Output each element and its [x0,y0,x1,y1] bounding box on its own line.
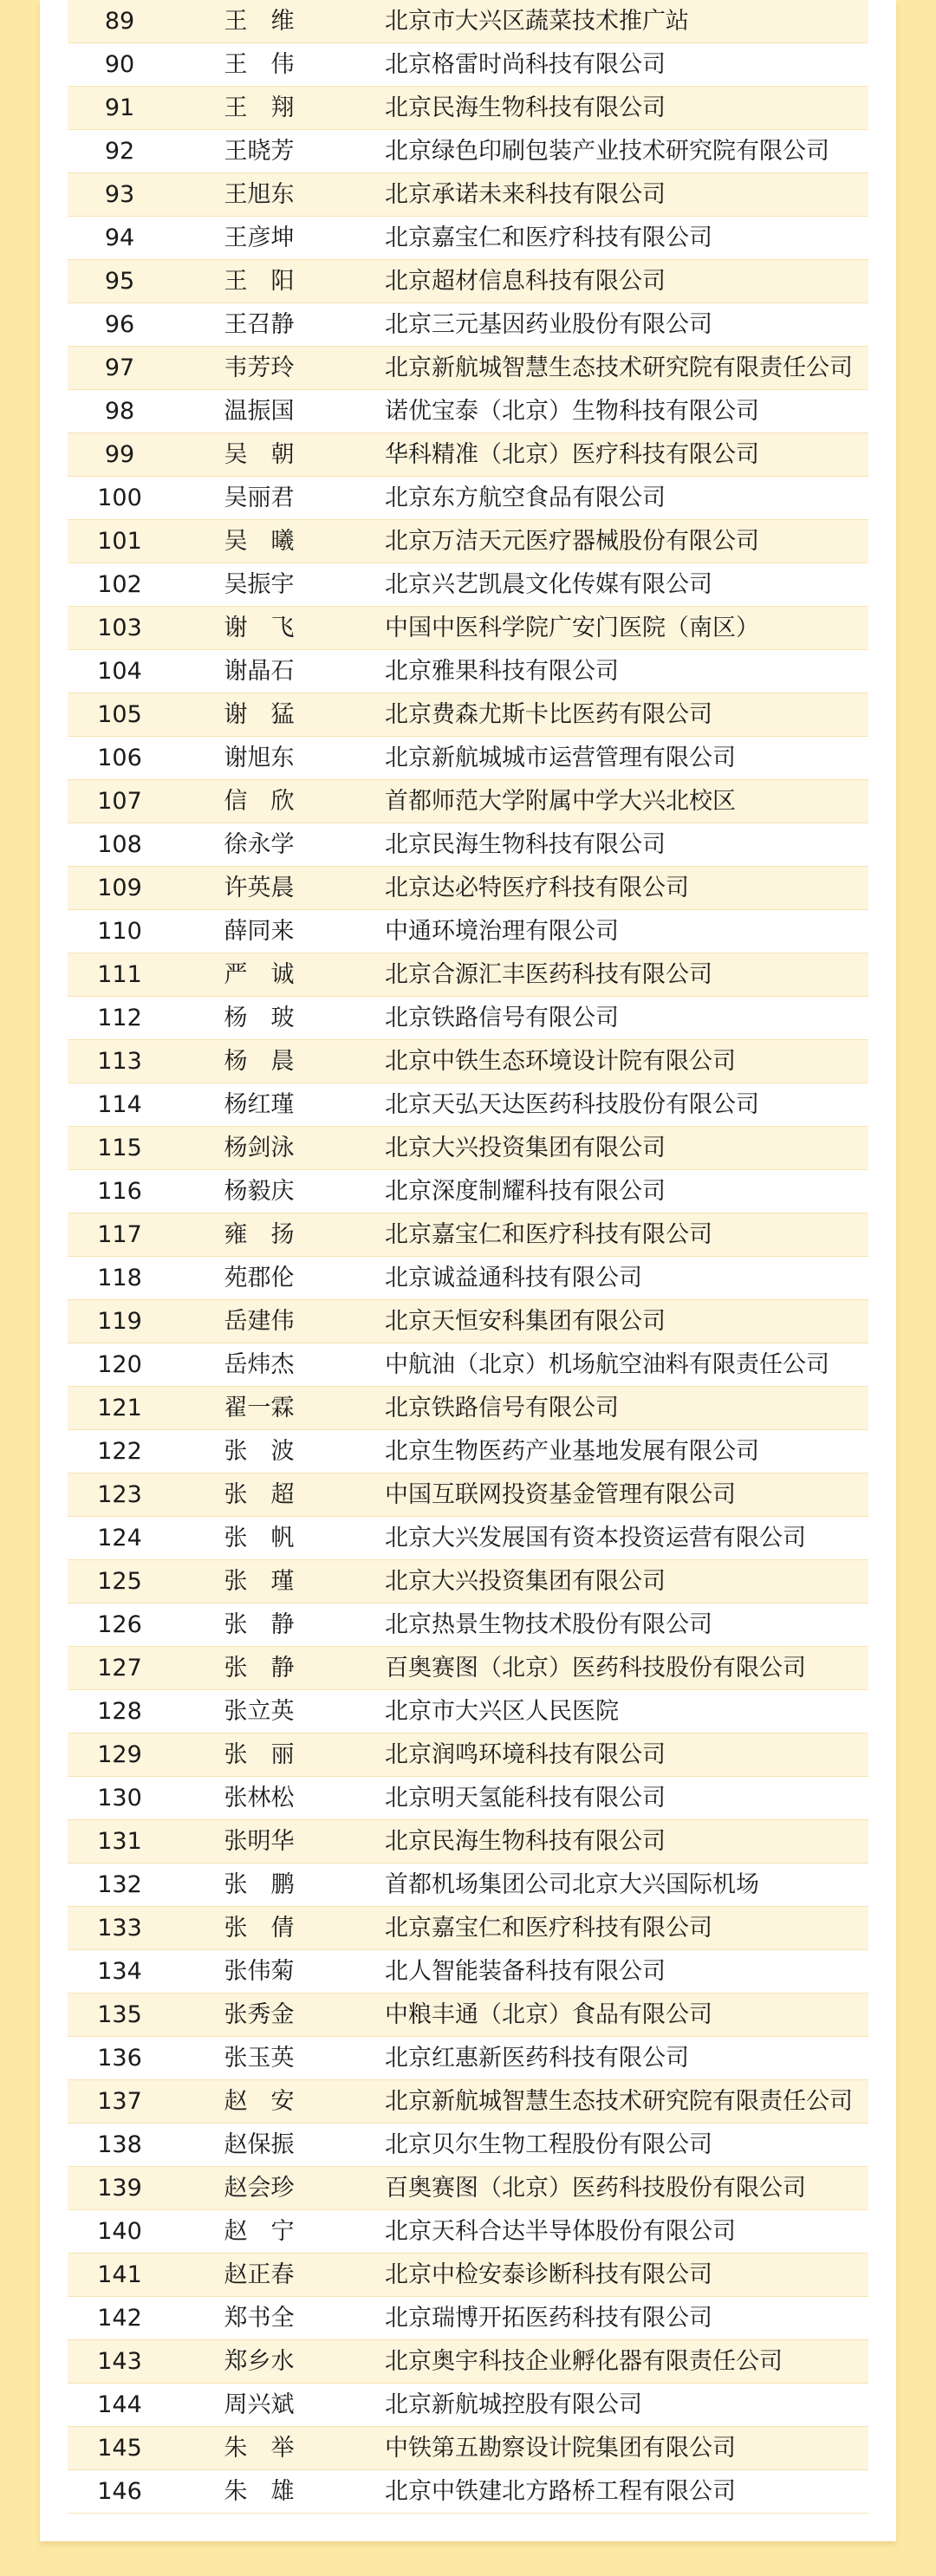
table-row [68,1907,868,1950]
table-row [68,2167,868,2210]
table-row [68,43,868,87]
table-row [68,2340,868,2384]
organization-name: 北京合源汇丰医药科技有限公司 [385,961,712,988]
row-number: 90 [104,51,135,78]
person-name: 赵正春 [224,2261,295,2288]
person-name: 信 欣 [224,788,295,815]
row-number: 144 [97,2391,142,2418]
person-name: 岳建伟 [224,1308,295,1335]
row-number: 113 [97,1048,142,1075]
person-name: 杨 玻 [224,1005,295,1031]
table-row [68,1430,868,1473]
table-row [68,1690,868,1734]
person-name: 张 丽 [224,1741,295,1768]
table-row [68,2124,868,2167]
person-name: 杨剑泳 [224,1135,295,1161]
organization-name: 北京雅果科技有限公司 [385,658,619,685]
row-number: 118 [97,1265,142,1291]
row-number: 94 [104,224,135,251]
row-number: 129 [97,1741,142,1768]
organization-name: 北京费森尤斯卡比医药有限公司 [385,701,712,728]
table-row [68,953,868,997]
organization-name: 北京热景生物技术股份有限公司 [385,1611,712,1638]
table-row [68,2297,868,2340]
table-row [68,1950,868,1994]
organization-name: 百奥赛图（北京）医药科技股份有限公司 [385,1655,806,1682]
row-number: 116 [97,1178,142,1205]
table-row [68,1517,868,1560]
row-number: 92 [104,138,135,165]
organization-name: 北京天科合达半导体股份有限公司 [385,2218,736,2245]
row-number: 97 [104,355,135,381]
row-number: 141 [97,2261,142,2288]
person-name: 张明华 [224,1828,295,1855]
organization-name: 北京红惠新医药科技有限公司 [385,2045,689,2072]
person-name: 岳炜杰 [224,1351,295,1378]
row-number: 143 [97,2348,142,2375]
organization-name: 北京万洁天元医疗器械股份有限公司 [385,528,759,555]
table-row [68,650,868,693]
organization-name: 北京嘉宝仁和医疗科技有限公司 [385,1221,712,1248]
person-name: 杨红瑾 [224,1091,295,1118]
organization-name: 北京中铁建北方路桥工程有限公司 [385,2478,736,2505]
row-number: 133 [97,1915,142,1942]
person-name: 杨毅庆 [224,1178,295,1205]
row-number: 99 [104,441,135,468]
organization-name: 北京达必特医疗科技有限公司 [385,875,689,901]
organization-name: 首都师范大学附属中学大兴北校区 [385,788,736,815]
table-row [68,217,868,260]
organization-name: 中航油（北京）机场航空油料有限责任公司 [385,1351,829,1378]
table-row [68,1734,868,1777]
organization-name: 北京瑞博开拓医药科技有限公司 [385,2305,712,2332]
person-name: 赵 安 [224,2088,295,2115]
person-name: 张立英 [224,1698,295,1725]
person-name: 郑书全 [224,2305,295,2332]
person-name: 吴丽君 [224,485,295,511]
person-name: 韦芳玲 [224,355,295,381]
table-row [68,1647,868,1690]
row-number: 95 [104,268,135,295]
organization-name: 北京明天氢能科技有限公司 [385,1785,666,1812]
organization-name: 中国互联网投资基金管理有限公司 [385,1481,736,1508]
person-name: 杨 晨 [224,1048,295,1075]
row-number: 120 [97,1351,142,1378]
row-number: 89 [104,8,135,35]
person-name: 薛同来 [224,918,295,945]
table-row [68,347,868,390]
person-name: 翟一霖 [224,1395,295,1421]
organization-name: 北京承诺未来科技有限公司 [385,181,666,208]
table-row [68,1864,868,1907]
person-name: 吴振宇 [224,571,295,598]
row-number: 128 [97,1698,142,1725]
organization-name: 北京三元基因药业股份有限公司 [385,311,712,338]
table-row [68,2384,868,2427]
row-number: 96 [104,311,135,338]
row-number: 109 [97,875,142,901]
table-row [68,87,868,130]
organization-name: 北京新航城城市运营管理有限公司 [385,745,736,771]
row-number: 139 [97,2175,142,2202]
organization-name: 北京大兴发展国有资本投资运营有限公司 [385,1525,806,1551]
organization-name: 北京中铁生态环境设计院有限公司 [385,1048,736,1075]
person-name: 徐永学 [224,831,295,858]
table-row [68,1343,868,1387]
row-number: 138 [97,2131,142,2158]
table-row [68,1170,868,1213]
table-row [68,130,868,173]
table-row [68,2210,868,2254]
person-name: 张 波 [224,1438,295,1465]
row-number: 98 [104,398,135,425]
person-name: 雍 扬 [224,1221,295,1248]
table-row [68,1994,868,2037]
row-number: 91 [104,94,135,121]
organization-name: 北京新航城智慧生态技术研究院有限责任公司 [385,2088,853,2115]
person-name: 吴 曦 [224,528,295,555]
organization-name: 中通环境治理有限公司 [385,918,619,945]
organization-name: 北京生物医药产业基地发展有限公司 [385,1438,759,1465]
row-number: 130 [97,1785,142,1812]
row-number: 145 [97,2435,142,2462]
row-number: 102 [97,571,142,598]
organization-name: 北京市大兴区蔬菜技术推广站 [385,8,689,35]
table-row [68,1300,868,1343]
table-row [68,910,868,953]
organization-name: 北京民海生物科技有限公司 [385,94,666,121]
organization-name: 北京铁路信号有限公司 [385,1395,619,1421]
row-number: 115 [97,1135,142,1161]
organization-name: 北京奥宇科技企业孵化器有限责任公司 [385,2348,783,2375]
organization-name: 北京东方航空食品有限公司 [385,485,666,511]
organization-name: 北京格雷时尚科技有限公司 [385,51,666,78]
organization-name: 北京超材信息科技有限公司 [385,268,666,295]
row-number: 134 [97,1958,142,1985]
row-number: 111 [97,961,142,988]
row-number: 140 [97,2218,142,2245]
row-number: 106 [97,745,142,771]
honor-roll-table [68,0,868,2514]
table-row [68,1083,868,1127]
person-name: 张 帆 [224,1525,295,1551]
row-number: 107 [97,788,142,815]
person-name: 张 静 [224,1611,295,1638]
table-row [68,0,868,43]
row-number: 132 [97,1871,142,1898]
table-row [68,997,868,1040]
organization-name: 北京嘉宝仁和医疗科技有限公司 [385,224,712,251]
row-number: 127 [97,1655,142,1682]
table-row [68,260,868,303]
person-name: 王旭东 [224,181,295,208]
person-name: 谢旭东 [224,745,295,771]
organization-name: 北京大兴投资集团有限公司 [385,1568,666,1595]
row-number: 137 [97,2088,142,2115]
row-number: 104 [97,658,142,685]
table-row [68,607,868,650]
table-row [68,1473,868,1517]
table-row [68,1777,868,1820]
person-name: 王召静 [224,311,295,338]
row-number: 135 [97,2001,142,2028]
organization-name: 北京天恒安科集团有限公司 [385,1308,666,1335]
person-name: 张伟菊 [224,1958,295,1985]
organization-name: 百奥赛图（北京）医药科技股份有限公司 [385,2175,806,2202]
organization-name: 诺优宝泰（北京）生物科技有限公司 [385,398,759,425]
organization-name: 华科精准（北京）医疗科技有限公司 [385,441,759,468]
table-row [68,563,868,607]
row-number: 105 [97,701,142,728]
person-name: 张林松 [224,1785,295,1812]
organization-name: 中粮丰通（北京）食品有限公司 [385,2001,712,2028]
person-name: 朱 举 [224,2435,295,2462]
row-number: 103 [97,615,142,641]
organization-name: 北京中检安泰诊断科技有限公司 [385,2261,712,2288]
row-number: 108 [97,831,142,858]
row-number: 142 [97,2305,142,2332]
row-number: 100 [97,485,142,511]
table-row [68,2470,868,2514]
table-row [68,2427,868,2470]
person-name: 谢晶石 [224,658,295,685]
row-number: 146 [97,2478,142,2505]
organization-name: 北人智能装备科技有限公司 [385,1958,666,1985]
person-name: 谢 猛 [224,701,295,728]
row-number: 117 [97,1221,142,1248]
person-name: 温振国 [224,398,295,425]
person-name: 张 鹏 [224,1871,295,1898]
list-panel [40,0,896,2541]
row-number: 112 [97,1005,142,1031]
person-name: 张 超 [224,1481,295,1508]
row-number: 114 [97,1091,142,1118]
table-row [68,2080,868,2124]
organization-name: 北京民海生物科技有限公司 [385,831,666,858]
organization-name: 北京民海生物科技有限公司 [385,1828,666,1855]
table-row [68,2254,868,2297]
organization-name: 北京市大兴区人民医院 [385,1698,619,1725]
person-name: 张 倩 [224,1915,295,1942]
organization-name: 北京诚益通科技有限公司 [385,1265,642,1291]
person-name: 王 阳 [224,268,295,295]
person-name: 朱 雄 [224,2478,295,2505]
organization-name: 北京深度制耀科技有限公司 [385,1178,666,1205]
row-number: 121 [97,1395,142,1421]
row-number: 101 [97,528,142,555]
row-number: 136 [97,2045,142,2072]
person-name: 张秀金 [224,2001,295,2028]
table-row [68,867,868,910]
table-row [68,1560,868,1603]
organization-name: 北京天弘天达医药科技股份有限公司 [385,1091,759,1118]
person-name: 谢 飞 [224,615,295,641]
person-name: 王 翔 [224,94,295,121]
person-name: 苑郡伦 [224,1265,295,1291]
table-row [68,737,868,780]
table-row [68,1257,868,1300]
table-row [68,2037,868,2080]
table-row [68,477,868,520]
row-number: 122 [97,1438,142,1465]
person-name: 王彦坤 [224,224,295,251]
table-row [68,1603,868,1647]
person-name: 王 伟 [224,51,295,78]
table-row [68,1213,868,1257]
row-number: 119 [97,1308,142,1335]
organization-name: 北京贝尔生物工程股份有限公司 [385,2131,712,2158]
person-name: 许英晨 [224,875,295,901]
person-name: 赵 宁 [224,2218,295,2245]
person-name: 周兴斌 [224,2391,295,2418]
row-number: 123 [97,1481,142,1508]
row-number: 93 [104,181,135,208]
organization-name: 中铁第五勘察设计院集团有限公司 [385,2435,736,2462]
row-number: 125 [97,1568,142,1595]
table-row [68,1040,868,1083]
table-row [68,823,868,867]
organization-name: 北京嘉宝仁和医疗科技有限公司 [385,1915,712,1942]
person-name: 王晓芳 [224,138,295,165]
organization-name: 北京新航城控股有限公司 [385,2391,642,2418]
person-name: 严 诚 [224,961,295,988]
organization-name: 北京润鸣环境科技有限公司 [385,1741,666,1768]
table-row [68,780,868,823]
organization-name: 北京铁路信号有限公司 [385,1005,619,1031]
person-name: 郑乡水 [224,2348,295,2375]
person-name: 吴 朝 [224,441,295,468]
table-row [68,390,868,433]
person-name: 张 静 [224,1655,295,1682]
person-name: 赵保振 [224,2131,295,2158]
organization-name: 北京新航城智慧生态技术研究院有限责任公司 [385,355,853,381]
table-row [68,173,868,217]
row-number: 110 [97,918,142,945]
table-row [68,1820,868,1864]
table-row [68,1127,868,1170]
organization-name: 首都机场集团公司北京大兴国际机场 [385,1871,759,1898]
table-row [68,303,868,347]
organization-name: 北京兴艺凯晨文化传媒有限公司 [385,571,712,598]
table-row [68,520,868,563]
organization-name: 北京大兴投资集团有限公司 [385,1135,666,1161]
row-number: 124 [97,1525,142,1551]
person-name: 张玉英 [224,2045,295,2072]
table-row [68,693,868,737]
person-name: 王 维 [224,8,295,35]
person-name: 赵会珍 [224,2175,295,2202]
person-name: 张 瑾 [224,1568,295,1595]
table-row [68,433,868,477]
row-number: 131 [97,1828,142,1855]
organization-name: 北京绿色印刷包装产业技术研究院有限公司 [385,138,829,165]
organization-name: 中国中医科学院广安门医院（南区） [385,615,759,641]
table-row [68,1387,868,1430]
row-number: 126 [97,1611,142,1638]
